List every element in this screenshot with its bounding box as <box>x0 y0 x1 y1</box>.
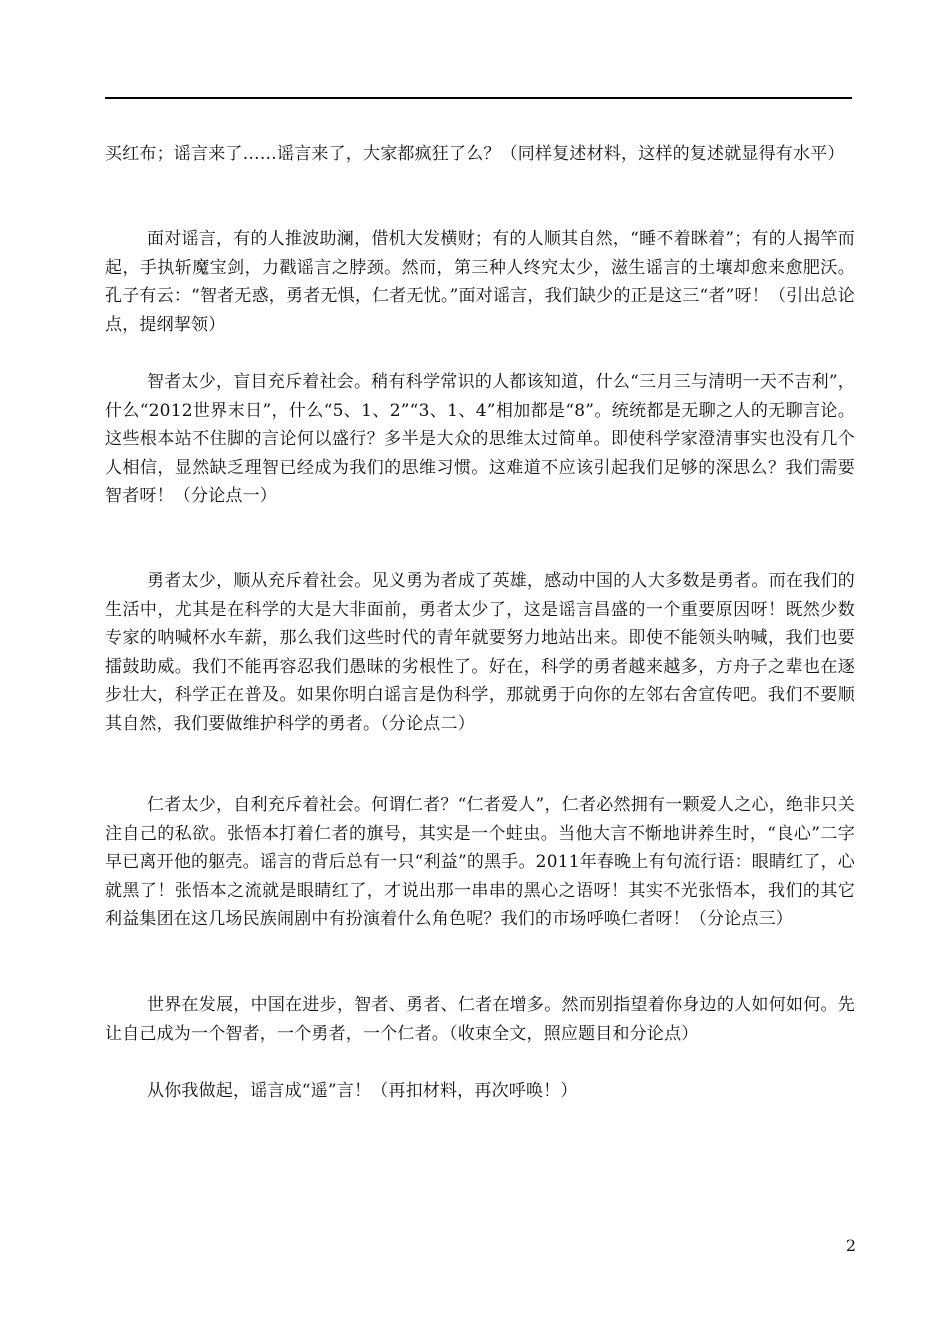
paragraph-continuation: 买红布；谣言来了……谣言来了，大家都疯狂了么？（同样复述材料，这样的复述就显得有水平） <box>105 144 845 164</box>
paragraph-sub-point-three: 仁者太少，自利充斥着社会。何谓仁者？“仁者爱人”，仁者必然拥有一颗爱人之心，绝非只关注自己的私欲。张悟本打着仁者的旗号，其实是一个蛀虫。当他大言不惭地讲养生时，“良心”二字早已离开他的躯壳。谣言的背后总有一只“利益”的黑手。2011年春晚上有句流行语：眼睛红了，心就黑了！张悟本之流就是眼睛红了，才说出那一串串的黑心之语呀！其实不光张悟本，我们的其它利益集团在这几场民族闹剧中有扮演着什么角色呢？我们的市场呼唤仁者呀！（分论点三） <box>105 795 855 929</box>
page-number: 2 <box>845 1236 856 1255</box>
paragraph-conclusion: 世界在发展，中国在进步，智者、勇者、仁者在增多。然而别指望着你身边的人如何如何。先让自己成为一个智者，一个勇者，一个仁者。（收束全文，照应题目和分论点） <box>105 995 855 1044</box>
paragraph-closing: 从你我做起，谣言成“遥”言！（再扣材料，再次呼唤！） <box>147 1081 578 1101</box>
paragraph-sub-point-two: 勇者太少，顺从充斥着社会。见义勇为者成了英雄，感动中国的人大多数是勇者。而在我们的生活中，尤其是在科学的大是大非面前，勇者太少了，这是谣言昌盛的一个重要原因呀！既然少数专家的呐喊杯水车薪，那么我们这些时代的青年就要努力地站出来。即使不能领头呐喊，我们也要擂鼓助威。我们不能再容忍我们愚昧的劣根性了。好在，科学的勇者越来越多，方舟子之辈也在逐步壮大，科学正在普及。如果你明白谣言是伪科学，那就勇于向你的左邻右舍宣传吧。我们不要顺其自然，我们要做维护科学的勇者。（分论点二） <box>105 571 855 734</box>
paragraph-sub-point-one: 智者太少，盲目充斥着社会。稍有科学常识的人都该知道，什么“三月三与清明一天不吉利”，什么“2012世界末日”，什么“5、1、2”“3、1、4”相加都是“8”。统统都是无聊之人的无聊言论。这些根本站不住脚的言论何以盛行？多半是大众的思维太过简单。即使科学家澄清事实也没有几个人相信，显然缺乏理智已经成为我们的思维习惯。这难道不应该引起我们足够的深思么？我们需要智者呀！（分论点一） <box>105 372 855 506</box>
paragraph-main-thesis: 面对谣言，有的人推波助澜，借机大发横财；有的人顺其自然，“睡不着眯着”；有的人揭竿而起，手执斩魔宝剑，力戳谣言之脖颈。然而，第三种人终究太少，滋生谣言的土壤却愈来愈肥沃。孔子有云：“智者无惑，勇者无惧，仁者无忧。”面对谣言，我们缺少的正是这三“者”呀！（引出总论点，提纲挈领） <box>105 229 855 335</box>
header-rule <box>105 97 852 99</box>
